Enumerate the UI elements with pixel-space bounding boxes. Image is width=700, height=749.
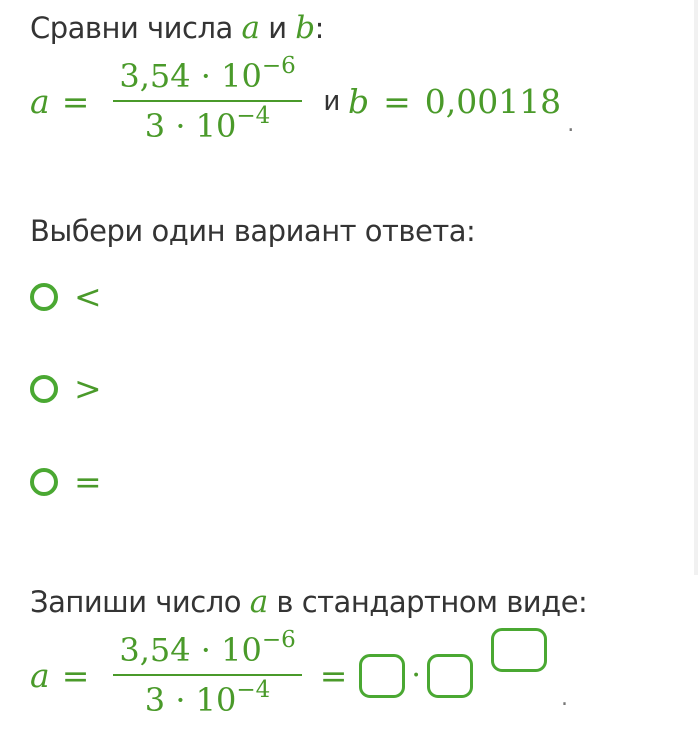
compare-formula [30,53,575,145]
numerator-exponent: −6 [261,627,296,653]
option-symbol: > [74,369,102,408]
fraction-bar [113,674,301,676]
fraction-numerator [113,53,301,95]
result-equals: = [319,656,348,696]
numerator-mantissa: 3,54 · 10 [119,57,262,95]
numerator-mantissa: 3,54 · 10 [119,631,262,669]
fraction-bar [113,100,301,102]
radio-button[interactable] [30,375,58,403]
scrollbar-track [694,0,698,575]
var-a: a [249,584,268,620]
choice-prompt: Выбери один вариант ответа: [30,214,476,248]
formula-end-dot: . [560,686,568,712]
formula-b: b [347,82,370,122]
option-symbol: < [74,277,102,316]
radio-button[interactable] [30,468,58,496]
option-greater[interactable] [30,369,102,408]
option-symbol: = [74,462,102,501]
fraction-denominator [139,102,277,145]
fraction-denominator [139,676,277,719]
b-value: 0,00118 [424,82,562,122]
denominator-exponent: −4 [236,102,271,129]
colon: : [314,11,324,45]
denominator-mantissa: 3 · 10 [144,106,237,145]
formula-end-dot: . [567,112,575,138]
exponent-input[interactable] [491,628,547,672]
formula-equals: = [61,656,90,696]
standard-form-text: Запиши число [30,585,241,619]
numerator-exponent: −6 [261,53,296,79]
standard-form-prompt [30,584,587,620]
formula-lhs-a: a [30,82,50,122]
var-b: b [295,10,315,46]
denominator-mantissa: 3 · 10 [144,680,237,719]
base-input[interactable] [427,654,473,698]
conjunction: и [323,85,340,118]
standard-form-formula [30,627,568,719]
fraction [113,53,301,145]
mantissa-input[interactable] [359,654,405,698]
option-equal[interactable] [30,462,102,501]
compare-prompt [30,10,324,46]
var-a: a [241,10,260,46]
compare-prompt-text: Сравни числа [30,11,233,45]
denominator-exponent: −4 [236,676,271,703]
and-word: и [268,11,287,45]
b-equals: = [383,82,411,122]
fraction-numerator [113,627,301,669]
option-less[interactable] [30,277,102,316]
standard-form-tail: в стандартном виде: [276,585,588,619]
radio-button[interactable] [30,283,58,311]
times-dot: · [411,658,421,694]
fraction [113,627,301,719]
formula-equals: = [61,82,90,122]
formula-lhs-a: a [30,656,50,696]
